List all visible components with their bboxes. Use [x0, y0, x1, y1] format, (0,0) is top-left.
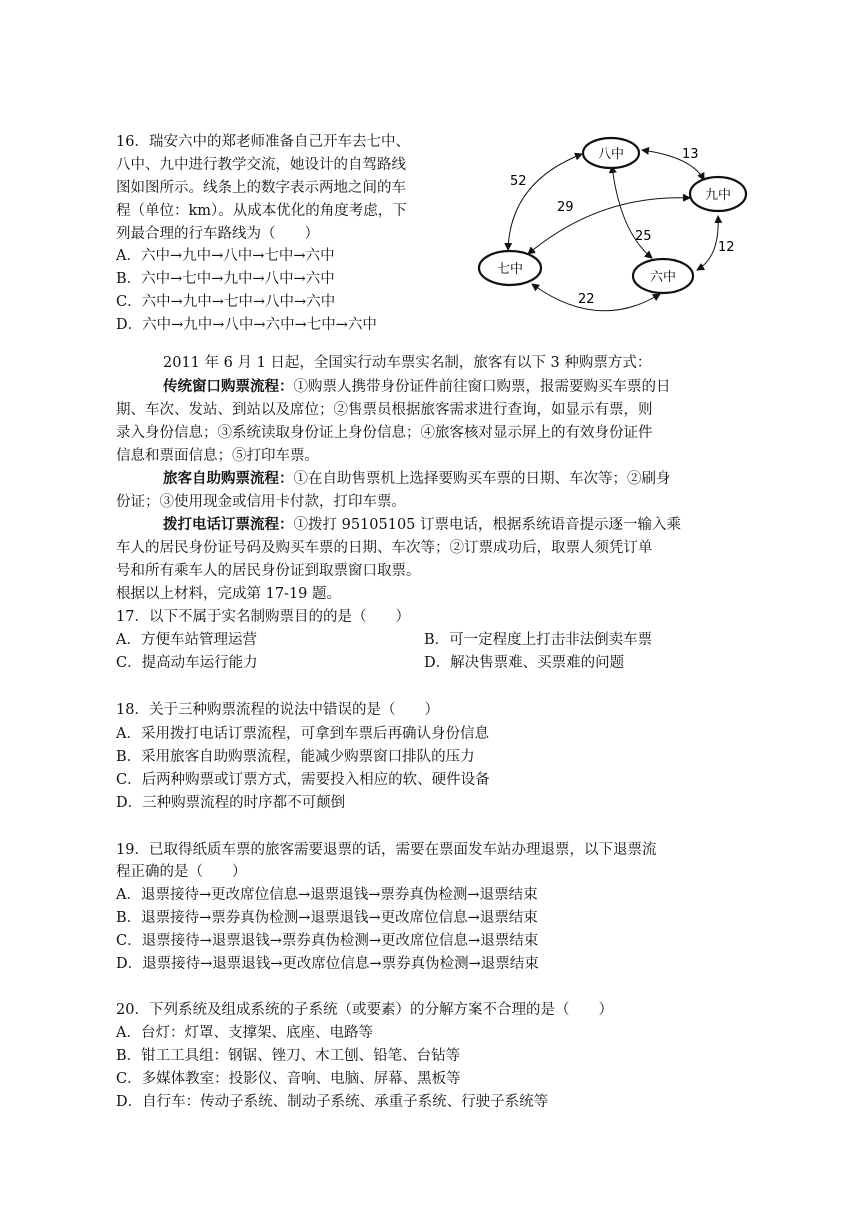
- material-p2-heading: 旅客自助购票流程：: [163, 470, 294, 487]
- edge-jiu-liu: [697, 216, 718, 270]
- q20-option-c: C．多媒体教室：投影仪、音响、电脑、屏幕、黑板等: [116, 1071, 461, 1087]
- q19-stem-line-2: 程正确的是（ ）: [116, 864, 247, 880]
- node-liu: [633, 259, 693, 293]
- route-diagram: [470, 132, 770, 330]
- material-p3-heading: 拨打电话订票流程：: [163, 516, 294, 533]
- node-ba-label: 八中: [597, 147, 625, 162]
- node-ba: [583, 138, 639, 168]
- material-p1-line-1: [163, 377, 671, 397]
- material-p1-heading: 传统窗口购票流程：: [163, 378, 294, 395]
- edge-label-ba-jiu: 13: [682, 147, 699, 162]
- q17-option-c: C．提高动车运行能力: [116, 655, 258, 671]
- q18-option-c: C．后两种购票或订票方式，需要投入相应的软、硬件设备: [116, 772, 490, 788]
- q19-stem-line-1: 19．已取得纸质车票的旅客需要退票的话，需要在票面发车站办理退票，以下退票流: [116, 842, 657, 858]
- material-p3-line-1: [163, 515, 681, 535]
- q16-option-d: D．六中→九中→八中→六中→七中→六中: [116, 317, 377, 333]
- q18-option-d: D．三种购票流程的时序都不可颠倒: [116, 795, 346, 811]
- q19-option-c: C．退票接待→退票退钱→票券真伪检测→更改席位信息→退票结束: [116, 933, 539, 949]
- q16-stem-line-5: 列最合理的行车路线为（ ）: [116, 226, 319, 242]
- material-p3-line-2: 车人的居民身份证号码及购买车票的日期、车次等；②订票成功后，取票人须凭订单: [116, 540, 653, 556]
- q20-option-a: A．台灯：灯罩、支撑架、底座、电路等: [116, 1025, 373, 1041]
- q16-stem-line-4: 程（单位：km）。从成本优化的角度考虑，下: [116, 203, 407, 219]
- q18-option-b: B．采用旅客自助购票流程，能减少购票窗口排队的压力: [116, 749, 475, 765]
- material-p1-line-3: 录入身份信息；③系统读取身份证上身份信息；④旅客核对显示屏上的有效身份证件: [116, 425, 653, 441]
- q20-stem: 20．下列系统及组成系统的子系统（或要素）的分解方案不合理的是（ ）: [116, 1002, 613, 1018]
- material-p3-line-3: 号和所有乘车人的居民身份证到取票窗口取票。: [116, 563, 421, 579]
- material-p1-line-4: 信息和票面信息；⑤打印车票。: [116, 448, 319, 464]
- q16-option-b: B．六中→七中→九中→八中→六中: [116, 271, 335, 287]
- edge-ba-liu: [612, 166, 652, 258]
- material-p3-text-1: ①拨打 95105105 订票电话，根据系统语音提示逐一输入乘: [293, 517, 682, 533]
- q20-option-b: B．钳工工具组：钢锯、锉刀、木工刨、铅笔、台钻等: [116, 1048, 461, 1064]
- q17-option-a: A．方便车站管理运营: [116, 632, 257, 648]
- q19-option-b: B．退票接待→票券真伪检测→退票退钱→更改席位信息→退票结束: [116, 910, 538, 926]
- node-qi-label: 七中: [496, 262, 524, 277]
- material-p1-text-1: ①购票人携带身份证件前往窗口购票，报需要购买车票的日: [293, 379, 671, 395]
- q16-stem-line-1: 16．瑞安六中的郑老师准备自己开车去七中、: [116, 134, 410, 150]
- node-qi: [479, 251, 541, 285]
- q19-option-d: D．退票接待→退票退钱→更改席位信息→票券真伪检测→退票结束: [116, 956, 539, 972]
- q18-stem: 18．关于三种购票流程的说法中错误的是（ ）: [116, 702, 439, 718]
- material-intro: 2011 年 6 月 1 日起，全国实行动车票实名制，旅客有以下 3 种购票方式：: [163, 355, 652, 371]
- edge-label-jiu-liu: 12: [718, 240, 735, 255]
- q20-option-d: D．自行车：传动子系统、制动子系统、承重子系统、行驶子系统等: [116, 1094, 549, 1110]
- node-jiu: [690, 177, 746, 211]
- material-tail: 根据以上材料，完成第 17-19 题。: [116, 586, 342, 602]
- edge-label-qi-liu: 22: [578, 292, 595, 307]
- material-p2-text-1: ①在自助售票机上选择要购买车票的日期、车次等；②刷身: [293, 471, 671, 487]
- q17-option-b: B．可一定程度上打击非法倒卖车票: [424, 632, 653, 648]
- edge-label-ba-liu: 25: [635, 229, 652, 244]
- material-p2-line-2: 份证；③使用现金或信用卡付款，打印车票。: [116, 494, 406, 510]
- q16-option-c: C．六中→九中→七中→八中→六中: [116, 294, 336, 310]
- material-p1-line-2: 期、车次、发站、到站以及席位；②售票员根据旅客需求进行查询，如显示有票，则: [116, 402, 653, 418]
- q17-stem: 17．以下不属于实名制购票目的的是（ ）: [116, 609, 410, 625]
- q16-option-a: A．六中→九中→八中→七中→六中: [116, 248, 335, 264]
- edge-label-ba-qi: 52: [510, 174, 527, 189]
- edge-qi-jiu: [528, 198, 690, 254]
- node-liu-label: 六中: [649, 270, 677, 285]
- edge-label-qi-jiu: 29: [557, 200, 574, 215]
- q18-option-a: A．采用拨打电话订票流程，可拿到车票后再确认身份信息: [116, 726, 489, 742]
- q17-option-d: D．解决售票难、买票难的问题: [424, 655, 625, 671]
- material-p2-line-1: [163, 469, 671, 489]
- q16-stem-line-2: 八中、九中进行教学交流，她设计的自驾路线: [116, 157, 406, 173]
- q16-stem-line-3: 图如图所示。线条上的数字表示两地之间的车: [116, 180, 406, 196]
- q19-option-a: A．退票接待→更改席位信息→退票退钱→票券真伪检测→退票结束: [116, 887, 538, 903]
- node-jiu-label: 九中: [704, 188, 732, 203]
